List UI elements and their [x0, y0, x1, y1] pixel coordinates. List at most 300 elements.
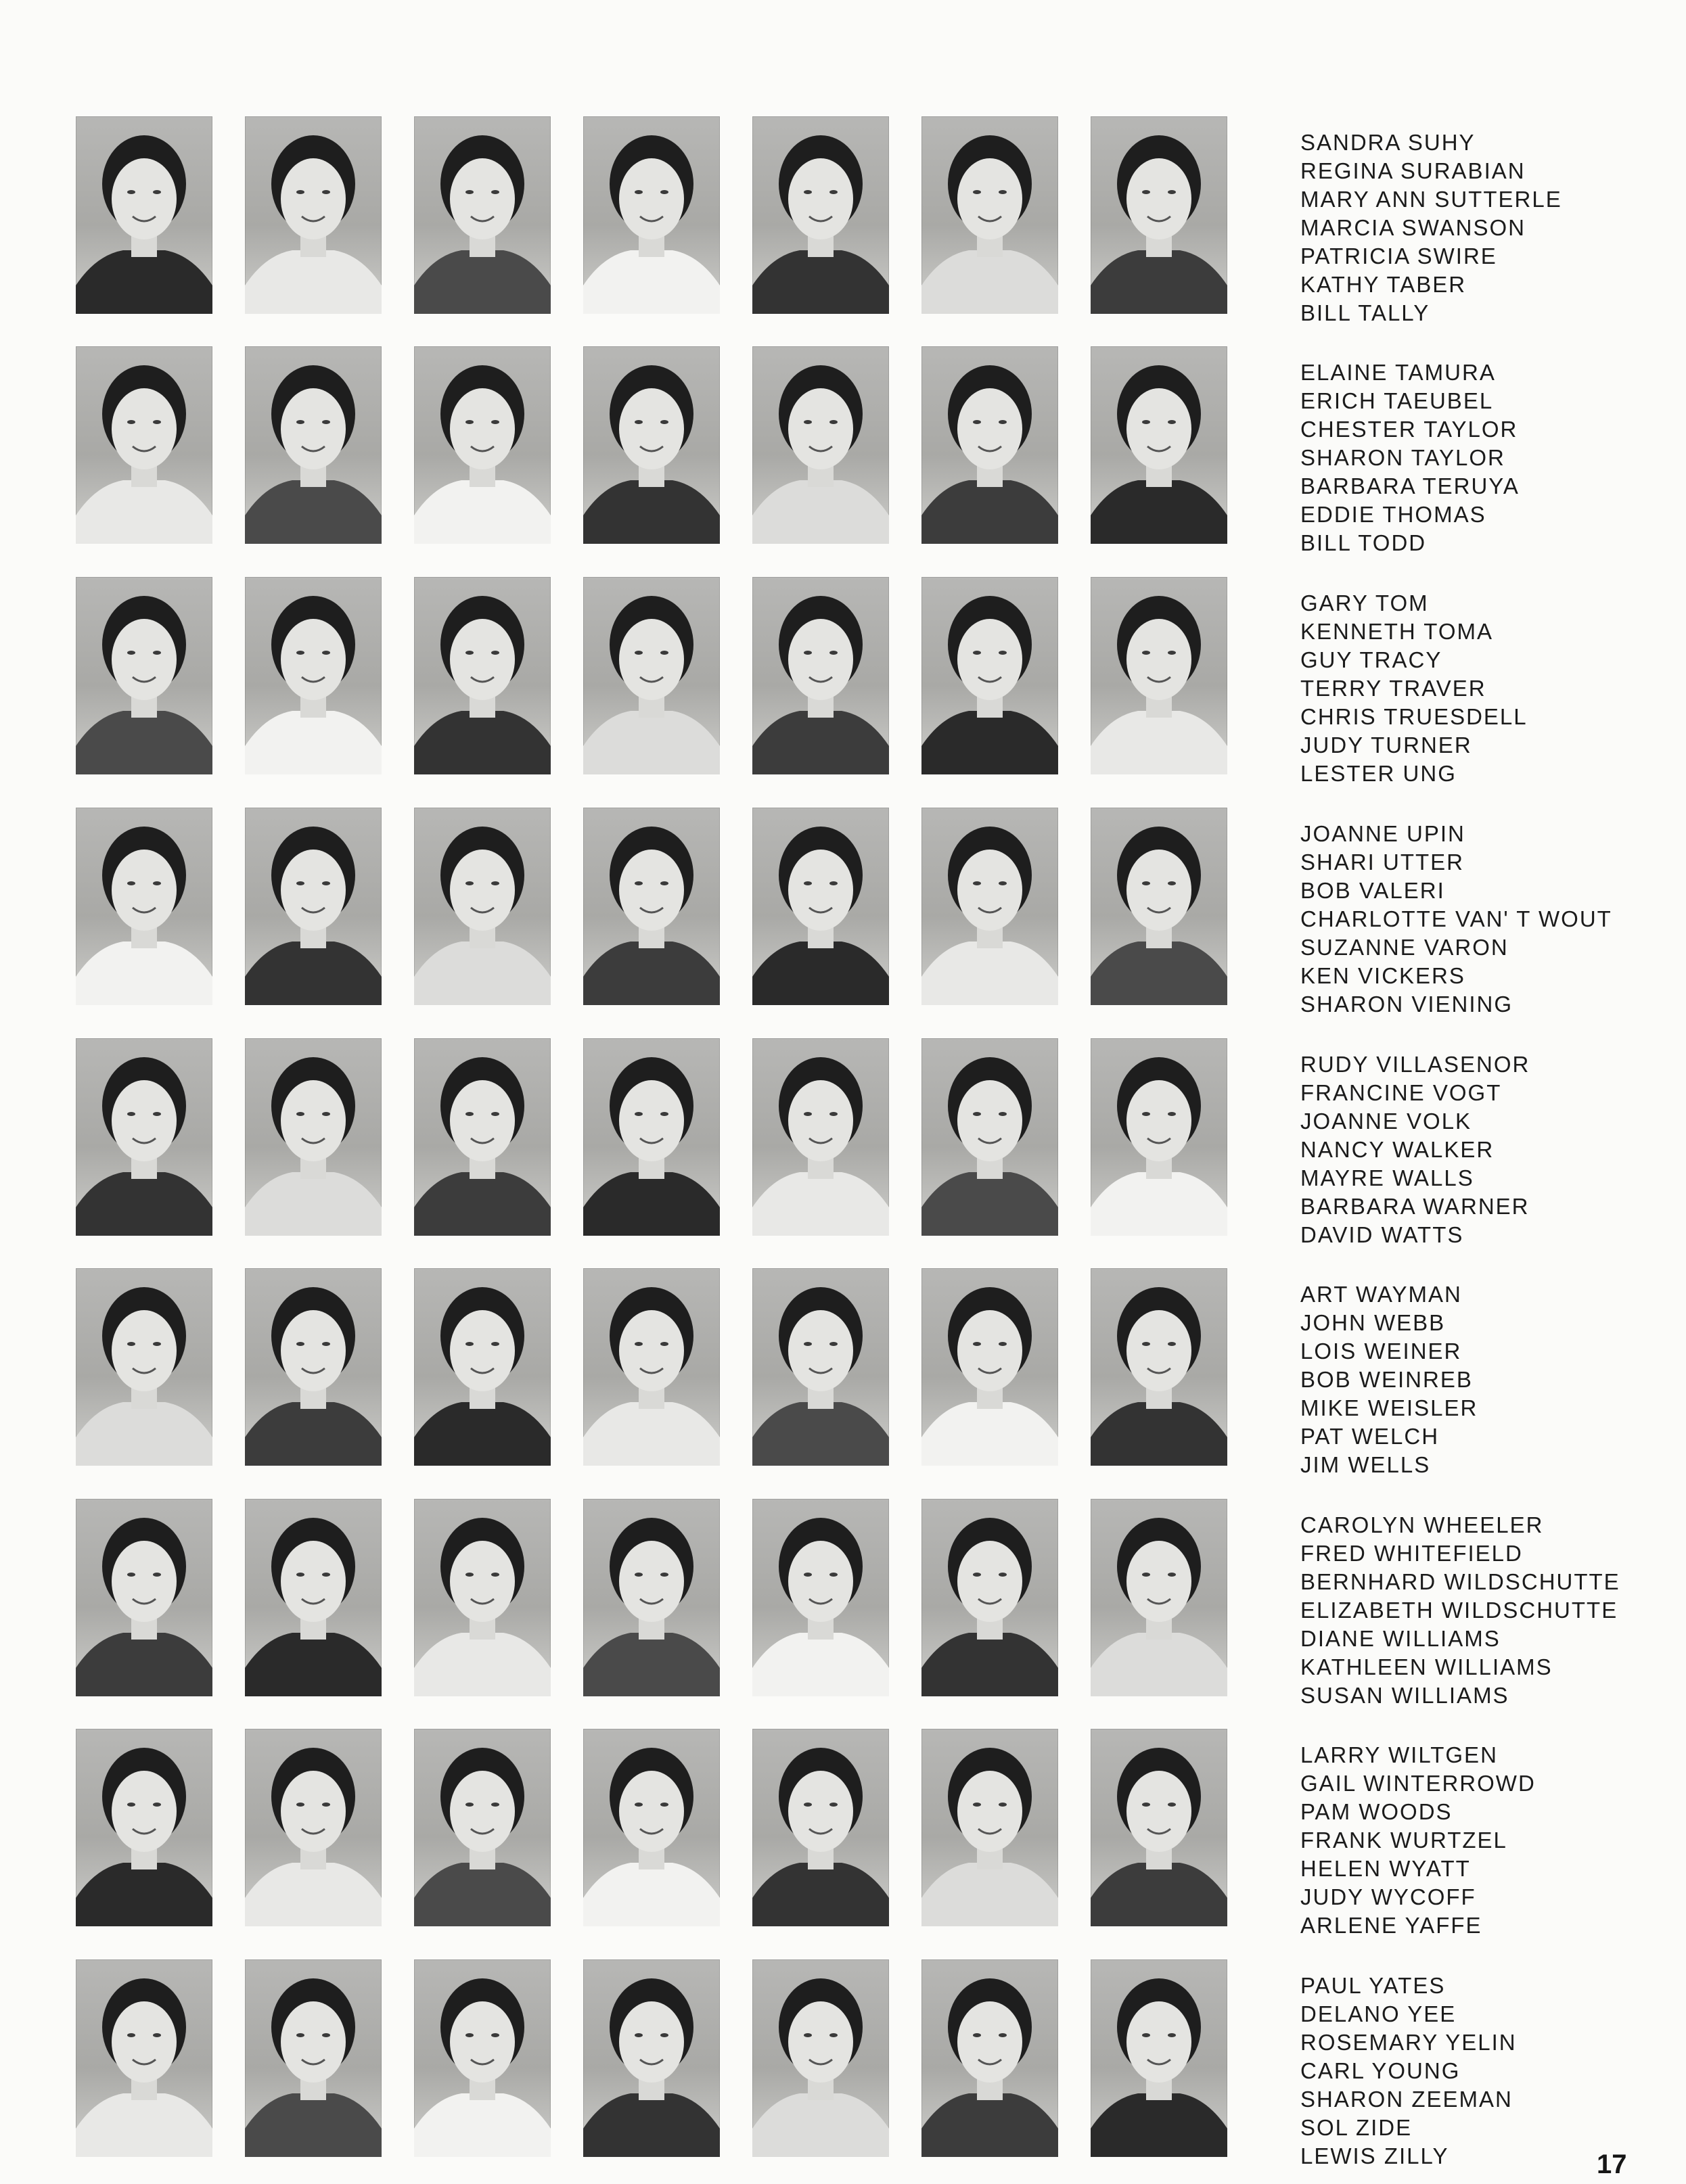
portrait-face	[1126, 1310, 1191, 1391]
student-portrait	[921, 577, 1058, 774]
portrait-face	[112, 158, 177, 239]
portrait-eye	[973, 420, 981, 424]
student-name: JOANNE UPIN	[1300, 821, 1465, 846]
portrait-face	[1126, 850, 1191, 931]
student-portrait	[752, 346, 889, 544]
portrait-eye	[999, 420, 1007, 424]
portrait-face	[450, 619, 515, 700]
portrait-face	[619, 619, 684, 700]
portrait-eye	[999, 1112, 1007, 1116]
student-name: SANDRA SUHY	[1300, 130, 1476, 155]
portrait-silhouette	[245, 1038, 382, 1236]
portrait-silhouette	[921, 577, 1058, 774]
portrait-clothing	[76, 942, 212, 1005]
portrait-eye	[804, 1573, 812, 1577]
portrait-clothing	[921, 1402, 1058, 1466]
portrait-face	[281, 388, 346, 469]
portrait-eye	[1142, 2033, 1150, 2037]
portrait-photos	[76, 1959, 1227, 2157]
student-name: TERRY TRAVER	[1300, 676, 1486, 701]
portrait-eye	[322, 1342, 330, 1346]
student-portrait	[245, 1959, 382, 2157]
portrait-clothing	[583, 250, 720, 314]
portrait-clothing	[752, 942, 889, 1005]
portrait-clothing	[921, 480, 1058, 544]
portrait-eye	[635, 190, 643, 194]
portrait-clothing	[414, 250, 551, 314]
portrait-eye	[829, 420, 838, 424]
portrait-silhouette	[1091, 116, 1227, 314]
portrait-eye	[1142, 190, 1150, 194]
student-name: KENNETH TOMA	[1300, 619, 1493, 644]
student-portrait	[414, 116, 551, 314]
portrait-eye	[804, 1803, 812, 1807]
portrait-silhouette	[76, 1959, 212, 2157]
portrait-silhouette	[414, 346, 551, 544]
portrait-clothing	[76, 1402, 212, 1466]
portrait-silhouette	[1091, 346, 1227, 544]
portrait-face	[281, 1080, 346, 1161]
student-name: CARL YOUNG	[1300, 2058, 1461, 2083]
portrait-eye	[153, 1112, 161, 1116]
portrait-silhouette	[752, 1729, 889, 1926]
portrait-face	[619, 1080, 684, 1161]
portrait-silhouette	[76, 116, 212, 314]
student-name: SHARON ZEEMAN	[1300, 2087, 1513, 2112]
portrait-clothing	[245, 2093, 382, 2157]
portrait-silhouette	[245, 1268, 382, 1466]
student-portrait	[752, 1499, 889, 1696]
student-name: BILL TALLY	[1300, 300, 1430, 325]
portrait-clothing	[921, 711, 1058, 774]
student-name: SUZANNE VARON	[1300, 935, 1509, 960]
portrait-eye	[999, 881, 1007, 885]
student-name: RUDY VILLASENOR	[1300, 1052, 1530, 1077]
portrait-face	[281, 158, 346, 239]
portrait-silhouette	[76, 346, 212, 544]
name-list	[1300, 358, 1520, 557]
portrait-clothing	[1091, 250, 1227, 314]
portrait-clothing	[76, 480, 212, 544]
portrait-row	[76, 1499, 1632, 1708]
student-name: PAUL YATES	[1300, 1973, 1446, 1998]
portrait-face	[957, 388, 1022, 469]
portrait-eye	[1168, 1342, 1176, 1346]
portrait-face	[450, 1541, 515, 1622]
portrait-clothing	[245, 1402, 382, 1466]
student-portrait	[752, 116, 889, 314]
student-name: LARRY WILTGEN	[1300, 1742, 1498, 1767]
portrait-face	[112, 850, 177, 931]
name-list	[1300, 1741, 1536, 1940]
portrait-eye	[829, 1112, 838, 1116]
portrait-clothing	[921, 942, 1058, 1005]
portrait-clothing	[752, 1633, 889, 1696]
portrait-eye	[660, 651, 668, 655]
portrait-face	[788, 850, 853, 931]
portrait-face	[450, 1310, 515, 1391]
portrait-clothing	[414, 480, 551, 544]
portrait-silhouette	[921, 346, 1058, 544]
portrait-eye	[465, 1573, 474, 1577]
portrait-silhouette	[245, 808, 382, 1005]
student-name: JIM WELLS	[1300, 1452, 1431, 1477]
student-portrait	[414, 808, 551, 1005]
student-portrait	[414, 1499, 551, 1696]
portrait-silhouette	[414, 577, 551, 774]
student-name: KEN VICKERS	[1300, 963, 1465, 988]
student-name: EDDIE THOMAS	[1300, 502, 1486, 527]
portrait-silhouette	[414, 1268, 551, 1466]
student-name: PAM WOODS	[1300, 1799, 1453, 1824]
portrait-photos	[76, 1038, 1227, 1236]
portrait-clothing	[583, 2093, 720, 2157]
portrait-clothing	[414, 1172, 551, 1236]
portrait-silhouette	[414, 1038, 551, 1236]
student-name: LOIS WEINER	[1300, 1339, 1462, 1364]
portrait-eye	[660, 881, 668, 885]
portrait-face	[112, 1310, 177, 1391]
student-name: FRANK WURTZEL	[1300, 1828, 1507, 1853]
portrait-eye	[491, 1342, 499, 1346]
portrait-face	[281, 2001, 346, 2083]
student-portrait	[414, 1729, 551, 1926]
portrait-eye	[973, 1342, 981, 1346]
portrait-photos	[76, 1729, 1227, 1926]
portrait-face	[112, 388, 177, 469]
student-name: SHARI UTTER	[1300, 850, 1465, 875]
portrait-eye	[322, 881, 330, 885]
portrait-silhouette	[583, 116, 720, 314]
portrait-row	[76, 1268, 1632, 1477]
portrait-face	[450, 2001, 515, 2083]
portrait-face	[1126, 158, 1191, 239]
portrait-clothing	[921, 1863, 1058, 1926]
portrait-eye	[635, 1573, 643, 1577]
portrait-eye	[660, 1112, 668, 1116]
student-portrait	[921, 1268, 1058, 1466]
portrait-clothing	[752, 1863, 889, 1926]
portrait-clothing	[1091, 480, 1227, 544]
student-portrait	[921, 116, 1058, 314]
portrait-face	[788, 1080, 853, 1161]
portrait-face	[957, 2001, 1022, 2083]
portrait-eye	[153, 190, 161, 194]
portrait-clothing	[752, 1172, 889, 1236]
student-portrait	[583, 577, 720, 774]
student-portrait	[752, 1038, 889, 1236]
portrait-eye	[491, 420, 499, 424]
student-name: JOHN WEBB	[1300, 1310, 1446, 1335]
portrait-eye	[296, 2033, 304, 2037]
portrait-face	[619, 1541, 684, 1622]
portrait-eye	[660, 190, 668, 194]
student-name: BERNHARD WILDSCHUTTE	[1300, 1569, 1620, 1594]
portrait-silhouette	[414, 1959, 551, 2157]
portrait-eye	[1142, 1803, 1150, 1807]
student-portrait	[76, 577, 212, 774]
portrait-eye	[322, 190, 330, 194]
portrait-face	[788, 158, 853, 239]
student-name: GUY TRACY	[1300, 647, 1442, 672]
portrait-clothing	[76, 1633, 212, 1696]
portrait-clothing	[1091, 1863, 1227, 1926]
student-name: DAVID WATTS	[1300, 1222, 1464, 1247]
portrait-silhouette	[1091, 1729, 1227, 1926]
portrait-silhouette	[921, 1038, 1058, 1236]
student-portrait	[245, 346, 382, 544]
portrait-eye	[973, 1573, 981, 1577]
portrait-eye	[829, 651, 838, 655]
portrait-row	[76, 346, 1632, 555]
portrait-eye	[635, 1112, 643, 1116]
portrait-face	[281, 850, 346, 931]
student-portrait	[752, 1959, 889, 2157]
portrait-silhouette	[76, 577, 212, 774]
portrait-face	[957, 850, 1022, 931]
student-portrait	[921, 1499, 1058, 1696]
name-list	[1300, 820, 1612, 1019]
student-portrait	[1091, 1729, 1227, 1926]
portrait-eye	[635, 881, 643, 885]
portrait-silhouette	[1091, 1038, 1227, 1236]
portrait-photos	[76, 116, 1227, 314]
portrait-eye	[296, 1573, 304, 1577]
student-name: BOB WEINREB	[1300, 1367, 1473, 1392]
portrait-eye	[1142, 420, 1150, 424]
portrait-eye	[153, 1803, 161, 1807]
portrait-clothing	[76, 1863, 212, 1926]
student-portrait	[583, 116, 720, 314]
portrait-clothing	[752, 2093, 889, 2157]
portrait-row	[76, 577, 1632, 786]
student-name: JUDY TURNER	[1300, 733, 1472, 758]
portrait-clothing	[583, 1633, 720, 1696]
student-portrait	[752, 577, 889, 774]
portrait-eye	[127, 1342, 135, 1346]
portrait-face	[450, 1771, 515, 1852]
portrait-face	[112, 1771, 177, 1852]
portrait-eye	[660, 1573, 668, 1577]
portrait-eye	[153, 651, 161, 655]
portrait-face	[788, 619, 853, 700]
student-name: PAT WELCH	[1300, 1424, 1440, 1449]
portrait-silhouette	[921, 1499, 1058, 1696]
student-name: GAIL WINTERROWD	[1300, 1771, 1536, 1796]
student-portrait	[1091, 1038, 1227, 1236]
portrait-clothing	[414, 1863, 551, 1926]
portrait-face	[450, 158, 515, 239]
portrait-face	[112, 1541, 177, 1622]
portrait-silhouette	[414, 808, 551, 1005]
portrait-silhouette	[245, 116, 382, 314]
student-name: MARY ANN SUTTERLE	[1300, 187, 1562, 212]
name-list	[1300, 1972, 1517, 2170]
portrait-eye	[465, 881, 474, 885]
name-list	[1300, 129, 1562, 327]
portrait-eye	[127, 420, 135, 424]
portrait-face	[788, 388, 853, 469]
portrait-clothing	[583, 480, 720, 544]
student-portrait	[76, 1268, 212, 1466]
name-list	[1300, 1511, 1620, 1710]
portrait-eye	[635, 1803, 643, 1807]
portrait-eye	[465, 1112, 474, 1116]
portrait-photos	[76, 1499, 1227, 1696]
portrait-silhouette	[752, 808, 889, 1005]
portrait-silhouette	[921, 1959, 1058, 2157]
portrait-silhouette	[245, 346, 382, 544]
portrait-clothing	[921, 250, 1058, 314]
portrait-silhouette	[583, 1268, 720, 1466]
portrait-eye	[660, 1803, 668, 1807]
portrait-eye	[322, 1803, 330, 1807]
portrait-photos	[76, 1268, 1227, 1466]
student-name: NANCY WALKER	[1300, 1137, 1495, 1162]
student-name: GARY TOM	[1300, 590, 1429, 615]
portrait-eye	[491, 881, 499, 885]
portrait-eye	[635, 1342, 643, 1346]
portrait-row	[76, 116, 1632, 325]
portrait-clothing	[583, 711, 720, 774]
portrait-face	[450, 388, 515, 469]
portrait-face	[281, 1541, 346, 1622]
portrait-eye	[465, 1803, 474, 1807]
student-name: HELEN WYATT	[1300, 1856, 1471, 1881]
portrait-eye	[973, 651, 981, 655]
portrait-eye	[465, 190, 474, 194]
portrait-eye	[296, 651, 304, 655]
portrait-clothing	[414, 1633, 551, 1696]
portrait-clothing	[76, 711, 212, 774]
student-name: KATHY TABER	[1300, 272, 1467, 297]
student-portrait	[1091, 346, 1227, 544]
portrait-eye	[999, 1342, 1007, 1346]
student-portrait	[245, 1038, 382, 1236]
portrait-silhouette	[583, 577, 720, 774]
portrait-eye	[1142, 881, 1150, 885]
student-name: SHARON VIENING	[1300, 992, 1513, 1017]
student-portrait	[752, 1729, 889, 1926]
portrait-clothing	[1091, 1633, 1227, 1696]
student-portrait	[752, 1268, 889, 1466]
portrait-eye	[635, 651, 643, 655]
portrait-eye	[1168, 651, 1176, 655]
portrait-eye	[829, 190, 838, 194]
student-name: MIKE WEISLER	[1300, 1395, 1478, 1420]
portrait-face	[619, 1310, 684, 1391]
portrait-eye	[491, 651, 499, 655]
portrait-eye	[829, 1803, 838, 1807]
portrait-clothing	[414, 942, 551, 1005]
portrait-eye	[973, 190, 981, 194]
student-portrait	[1091, 116, 1227, 314]
student-name: PATRICIA SWIRE	[1300, 243, 1497, 269]
portrait-face	[788, 1310, 853, 1391]
portrait-eye	[829, 1573, 838, 1577]
portrait-clothing	[1091, 2093, 1227, 2157]
student-portrait	[76, 346, 212, 544]
portrait-eye	[973, 1112, 981, 1116]
portrait-face	[788, 2001, 853, 2083]
portrait-silhouette	[752, 577, 889, 774]
portrait-eye	[804, 1342, 812, 1346]
student-name: BILL TODD	[1300, 530, 1427, 555]
portrait-silhouette	[921, 116, 1058, 314]
student-name: FRED WHITEFIELD	[1300, 1541, 1523, 1566]
portrait-eye	[153, 2033, 161, 2037]
student-name: BARBARA WARNER	[1300, 1194, 1530, 1219]
portrait-silhouette	[583, 1499, 720, 1696]
portrait-eye	[296, 190, 304, 194]
portrait-clothing	[752, 250, 889, 314]
portrait-face	[957, 1541, 1022, 1622]
portrait-clothing	[245, 1863, 382, 1926]
portrait-eye	[465, 420, 474, 424]
portrait-silhouette	[76, 1499, 212, 1696]
portrait-silhouette	[583, 1729, 720, 1926]
student-portrait	[245, 808, 382, 1005]
portrait-silhouette	[245, 1729, 382, 1926]
portrait-clothing	[76, 250, 212, 314]
student-portrait	[583, 346, 720, 544]
portrait-clothing	[245, 711, 382, 774]
portrait-eye	[127, 1112, 135, 1116]
student-name: DIANE WILLIAMS	[1300, 1626, 1501, 1651]
portrait-clothing	[1091, 711, 1227, 774]
portrait-clothing	[752, 480, 889, 544]
portrait-eye	[973, 881, 981, 885]
portrait-silhouette	[1091, 1499, 1227, 1696]
student-portrait	[245, 116, 382, 314]
portrait-eye	[296, 1803, 304, 1807]
student-name: CHRIS TRUESDELL	[1300, 704, 1528, 729]
portrait-eye	[999, 651, 1007, 655]
portrait-silhouette	[921, 1268, 1058, 1466]
portrait-row	[76, 808, 1632, 1017]
portrait-eye	[1142, 1573, 1150, 1577]
portrait-eye	[999, 1573, 1007, 1577]
portrait-clothing	[245, 480, 382, 544]
portrait-silhouette	[921, 808, 1058, 1005]
portrait-clothing	[245, 1633, 382, 1696]
student-name: ELIZABETH WILDSCHUTTE	[1300, 1598, 1618, 1623]
student-portrait	[583, 1038, 720, 1236]
portrait-silhouette	[414, 116, 551, 314]
student-portrait	[583, 1499, 720, 1696]
portrait-eye	[1168, 1573, 1176, 1577]
portrait-clothing	[76, 2093, 212, 2157]
portrait-eye	[1168, 881, 1176, 885]
portrait-clothing	[583, 942, 720, 1005]
portrait-face	[619, 2001, 684, 2083]
portrait-silhouette	[752, 116, 889, 314]
portrait-eye	[999, 190, 1007, 194]
student-portrait	[414, 577, 551, 774]
portrait-silhouette	[245, 1959, 382, 2157]
portrait-eye	[660, 420, 668, 424]
portrait-eye	[1168, 1112, 1176, 1116]
portrait-clothing	[414, 1402, 551, 1466]
student-name: LESTER UNG	[1300, 761, 1457, 786]
portrait-eye	[635, 2033, 643, 2037]
portrait-clothing	[921, 1633, 1058, 1696]
portrait-silhouette	[76, 1268, 212, 1466]
portrait-eye	[127, 1803, 135, 1807]
portrait-face	[450, 1080, 515, 1161]
portrait-face	[788, 1541, 853, 1622]
portrait-eye	[127, 190, 135, 194]
